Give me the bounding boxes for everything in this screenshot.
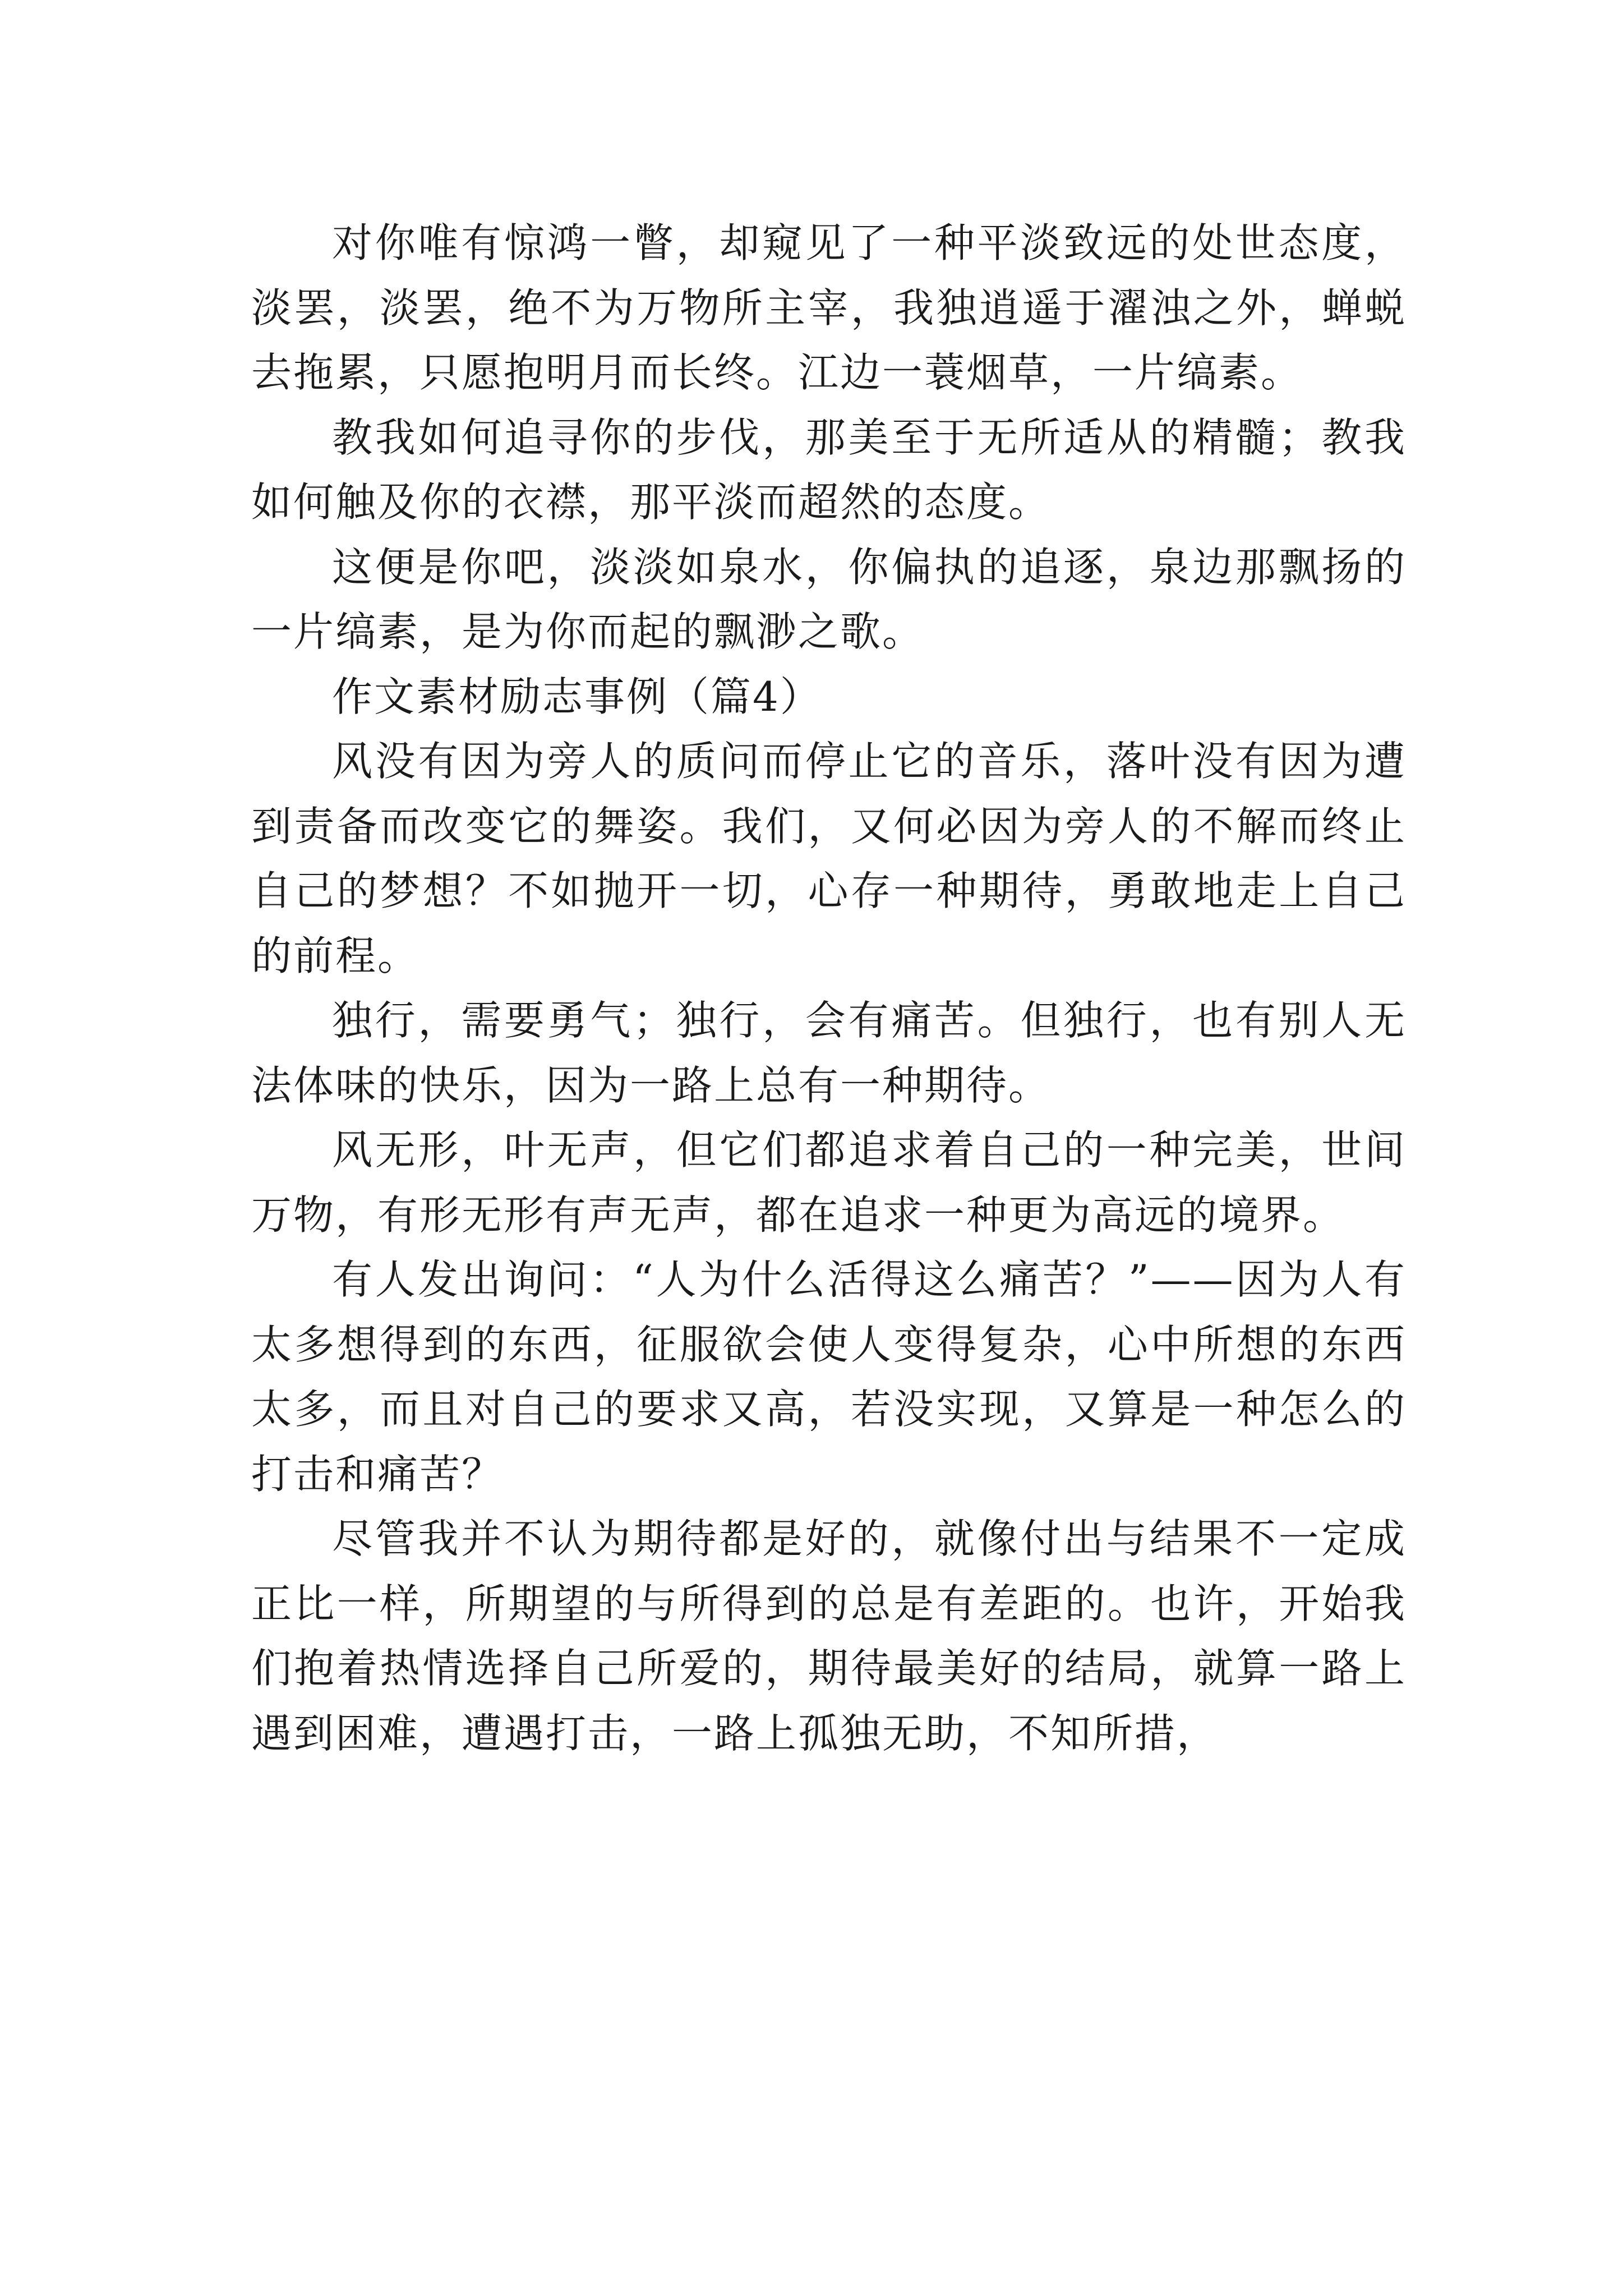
paragraph-1: 对你唯有惊鸿一瞥，却窥见了一种平淡致远的处世态度，淡罢，淡罢，绝不为万物所主宰，我独逍遥于濯浊之外，蝉蜕去拖累，只愿抱明月而长终。江边一蓑烟草，一片缟素。 bbox=[251, 219, 1407, 396]
paragraph-3: 这便是你吧，淡淡如泉水，你偏执的追逐，泉边那飘扬的一片缟素，是为你而起的飘渺之歌。 bbox=[251, 543, 1407, 655]
paragraph-6: 风无形，叶无声，但它们都追求着自己的一种完美，世间万物，有形无形有声无声，都在追求一种更为高远的境界。 bbox=[251, 1126, 1407, 1239]
paragraph-2: 教我如何追寻你的步伐，那美至于无所适从的精髓；教我如何触及你的衣襟，那平淡而超然的态度。 bbox=[251, 413, 1407, 526]
paragraph-7: 有人发出询问：“人为什么活得这么痛苦？”——因为人有太多想得到的东西，征服欲会使人变得复杂，心中所想的东西太多，而且对自己的要求又高，若没实现，又算是一种怎么的打击和痛苦？ bbox=[251, 1256, 1407, 1498]
paragraph-4: 风没有因为旁人的质问而停止它的音乐，落叶没有因为遭到责备而改变它的舞姿。我们，又何必因为旁人的不解而终止自己的梦想？不如抛开一切，心存一种期待，勇敢地走上自己的前程。 bbox=[251, 738, 1407, 979]
section-heading: 作文素材励志事例（篇4） bbox=[332, 673, 822, 720]
document-body bbox=[251, 211, 1407, 1766]
paragraph-5: 独行，需要勇气；独行，会有痛苦。但独行，也有别人无法体味的快乐，因为一路上总有一种期待。 bbox=[251, 997, 1407, 1109]
paragraph-8: 尽管我并不认为期待都是好的，就像付出与结果不一定成正比一样，所期望的与所得到的总是有差距的。也许，开始我们抱着热情选择自己所爱的，期待最美好的结局，就算一路上遇到困难，遭遇打击，一路上孤独无助，不知所措， bbox=[251, 1515, 1407, 1757]
